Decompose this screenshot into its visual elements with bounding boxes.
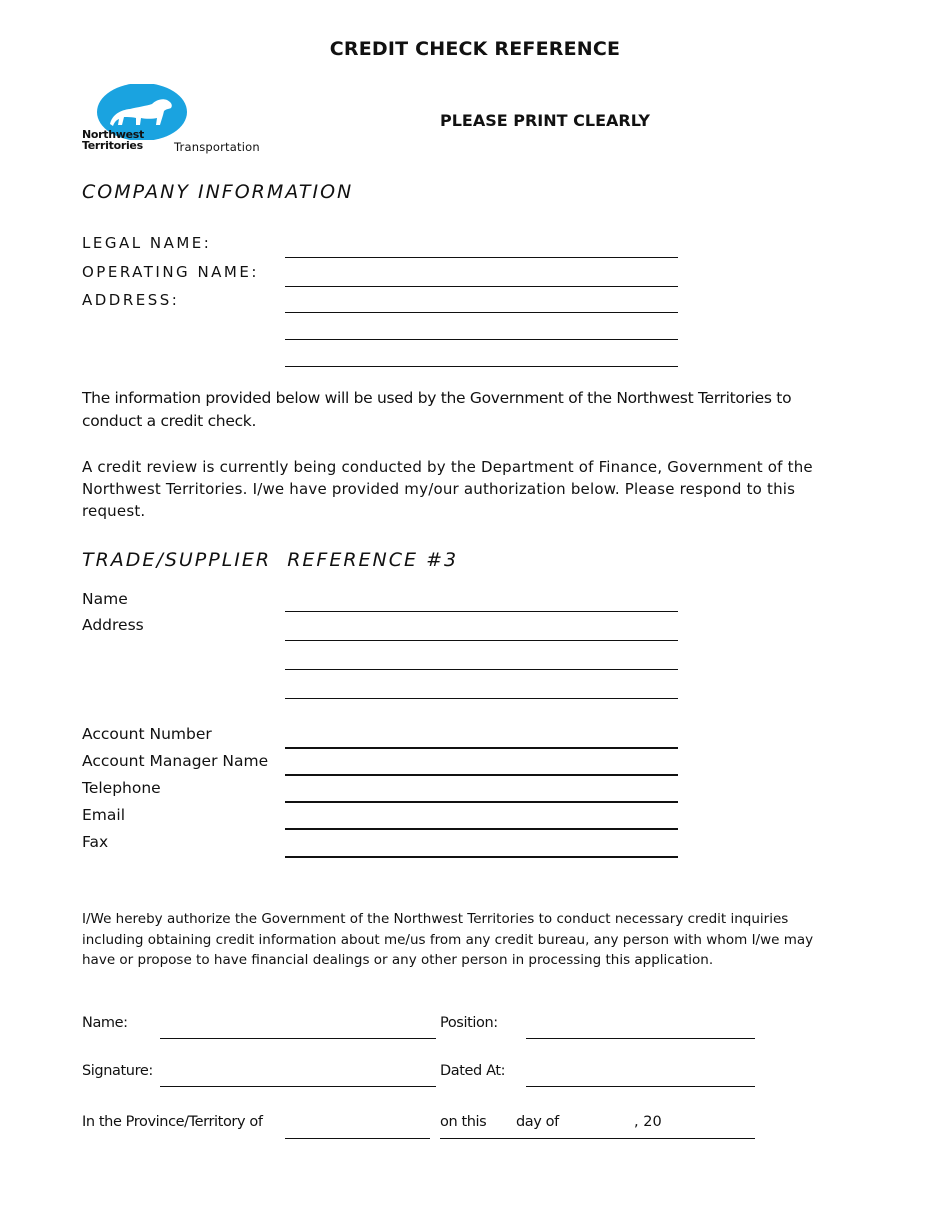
logo-text-northwest: Northwest (82, 128, 145, 141)
reference-address-label: Address (82, 616, 144, 634)
reference-name-field[interactable] (285, 611, 678, 612)
year-label: , 20 (634, 1114, 662, 1130)
page-title: CREDIT CHECK REFERENCE (329, 38, 621, 60)
position-field[interactable] (526, 1038, 755, 1039)
account-number-label: Account Number (82, 725, 212, 743)
dated-at-field[interactable] (526, 1086, 755, 1087)
province-territory-label: In the Province/Territory of (82, 1114, 263, 1130)
account-number-field[interactable] (285, 747, 678, 749)
logo-text-territories: Territories (82, 139, 143, 152)
trade-supplier-reference-heading: TRADE/SUPPLIER REFERENCE #3 (82, 549, 459, 571)
reference-name-label: Name (82, 590, 128, 608)
signer-name-label: Name: (82, 1015, 128, 1031)
day-of-label: day of (516, 1114, 559, 1130)
signature-label: Signature: (82, 1063, 153, 1079)
signer-name-field[interactable] (160, 1038, 436, 1039)
nwt-transportation-logo (80, 84, 275, 158)
address-field-line-3[interactable] (285, 366, 678, 367)
reference-address-field-line-2[interactable] (285, 669, 678, 670)
operating-name-field[interactable] (285, 286, 678, 287)
intro-paragraph-2: A credit review is currently being conducted by the Department of Finance, Government of the Northwest Territories. I/we have provided my/our authorization below. Please respond to this request. (82, 458, 813, 520)
address-field-line-2[interactable] (285, 339, 678, 340)
email-label: Email (82, 806, 126, 824)
signature-field[interactable] (160, 1086, 436, 1087)
telephone-field[interactable] (285, 801, 678, 803)
fax-label: Fax (82, 833, 109, 851)
address-field-line-1[interactable] (285, 312, 678, 313)
telephone-label: Telephone (82, 779, 161, 797)
province-territory-field[interactable] (285, 1138, 430, 1139)
logo-text-transportation: Transportation (174, 140, 260, 154)
print-clearly-note: PLEASE PRINT CLEARLY (440, 111, 650, 130)
intro-paragraph-1: The information provided below will be used by the Government of the Northwest Territories to conduct a credit check. (82, 389, 792, 430)
reference-address-field-line-3[interactable] (285, 698, 678, 699)
email-field[interactable] (285, 828, 678, 830)
account-manager-label: Account Manager Name (82, 752, 269, 770)
address-label: ADDRESS: (82, 291, 180, 309)
company-information-heading: COMPANY INFORMATION (82, 181, 354, 203)
authorization-statement: I/We hereby authorize the Government of the Northwest Territories to conduct necessary credit inquiries including obtaining credit information about me/us from any credit bureau, any person with whom I/we may have or propose to have financial dealings or any other person in processing this application. (82, 911, 814, 968)
dated-at-label: Dated At: (440, 1063, 506, 1079)
position-label: Position: (440, 1015, 498, 1031)
fax-field[interactable] (285, 856, 678, 858)
on-this-label: on this (440, 1114, 487, 1130)
account-manager-field[interactable] (285, 774, 678, 776)
operating-name-label: OPERATING NAME: (82, 263, 259, 281)
legal-name-field[interactable] (285, 257, 678, 258)
legal-name-label: LEGAL NAME: (82, 234, 212, 252)
date-field[interactable] (440, 1138, 755, 1139)
reference-address-field-line-1[interactable] (285, 640, 678, 641)
